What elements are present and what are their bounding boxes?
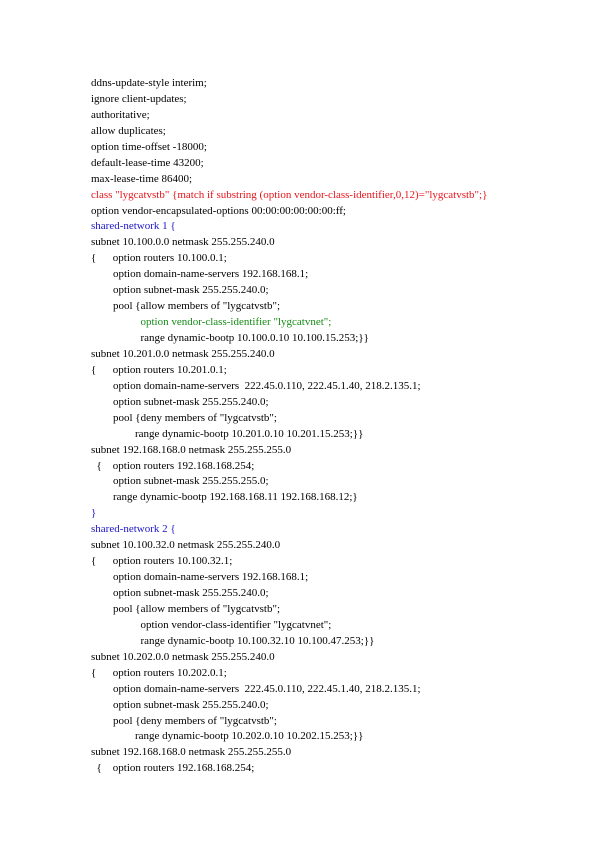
- config-line: pool {allow members of "lygcatvstb";: [91, 300, 281, 313]
- config-line: authoritative;: [91, 108, 150, 121]
- config-line: option subnet-mask 255.255.240.0;: [91, 395, 269, 408]
- config-line: ddns-update-style interim;: [91, 77, 207, 89]
- config-line: option domain-name-servers 192.168.168.1;: [91, 571, 309, 584]
- config-document: [91, 76, 591, 777]
- config-line: subnet 10.100.32.0 netmask 255.255.240.0: [91, 539, 281, 552]
- config-line: option subnet-mask 255.255.240.0;: [91, 698, 269, 711]
- config-line: { option routers 10.201.0.1;: [91, 363, 227, 376]
- config-line: pool {allow members of "lygcatvstb";: [91, 602, 281, 615]
- config-line: range dynamic-bootp 192.168.168.11 192.168.168.12;}: [91, 491, 358, 504]
- config-line: option subnet-mask 255.255.255.0;: [91, 475, 269, 488]
- config-line: option time-offset -18000;: [91, 140, 207, 153]
- config-line: ignore client-updates;: [91, 92, 187, 105]
- config-line: { option routers 192.168.168.254;: [91, 762, 255, 775]
- config-line: option domain-name-servers 222.45.0.110, 222.45.1.40, 218.2.135.1;: [91, 682, 421, 695]
- config-line: subnet 10.201.0.0 netmask 255.255.240.0: [91, 347, 275, 360]
- config-line: default-lease-time 43200;: [91, 156, 204, 169]
- config-line: range dynamic-bootp 10.202.0.10 10.202.15.253;}}: [91, 730, 364, 743]
- config-line: option vendor-class-identifier "lygcatvnet";: [91, 316, 332, 329]
- config-line: shared-network 1 {: [91, 220, 176, 233]
- config-line: shared-network 2 {: [91, 523, 176, 536]
- config-line: subnet 10.100.0.0 netmask 255.255.240.0: [91, 236, 275, 249]
- config-line: option domain-name-servers 222.45.0.110, 222.45.1.40, 218.2.135.1;: [91, 379, 421, 392]
- config-line: { option routers 10.100.0.1;: [91, 252, 227, 265]
- config-line: range dynamic-bootp 10.201.0.10 10.201.15.253;}}: [91, 427, 364, 440]
- config-line: option subnet-mask 255.255.240.0;: [91, 284, 269, 297]
- config-line: subnet 192.168.168.0 netmask 255.255.255.0: [91, 443, 292, 456]
- config-line: { option routers 10.202.0.1;: [91, 666, 227, 679]
- config-line: { option routers 192.168.168.254;: [91, 459, 255, 472]
- config-line: allow duplicates;: [91, 124, 166, 137]
- config-line: range dynamic-bootp 10.100.0.10 10.100.15.253;}}: [91, 332, 369, 344]
- config-line: max-lease-time 86400;: [91, 172, 193, 185]
- config-line: option vendor-encapsulated-options 00:00:00:00:00:00:ff;: [91, 204, 346, 217]
- config-line: option subnet-mask 255.255.240.0;: [91, 587, 269, 599]
- config-line: pool {deny members of "lygcatvstb";: [91, 714, 277, 727]
- config-line: option domain-name-servers 192.168.168.1;: [91, 268, 309, 281]
- config-line: pool {deny members of "lygcatvstb";: [91, 411, 277, 424]
- config-line: subnet 192.168.168.0 netmask 255.255.255.0: [91, 746, 292, 759]
- config-line: option vendor-class-identifier "lygcatvnet";: [91, 618, 332, 631]
- config-line: range dynamic-bootp 10.100.32.10 10.100.47.253;}}: [91, 634, 375, 647]
- config-line: { option routers 10.100.32.1;: [91, 555, 233, 568]
- config-line: subnet 10.202.0.0 netmask 255.255.240.0: [91, 650, 275, 663]
- config-line: class "lygcatvstb" {match if substring (option vendor-class-identifier,0,12)="lygcatvstb";}: [91, 188, 488, 201]
- config-line: }: [91, 507, 97, 520]
